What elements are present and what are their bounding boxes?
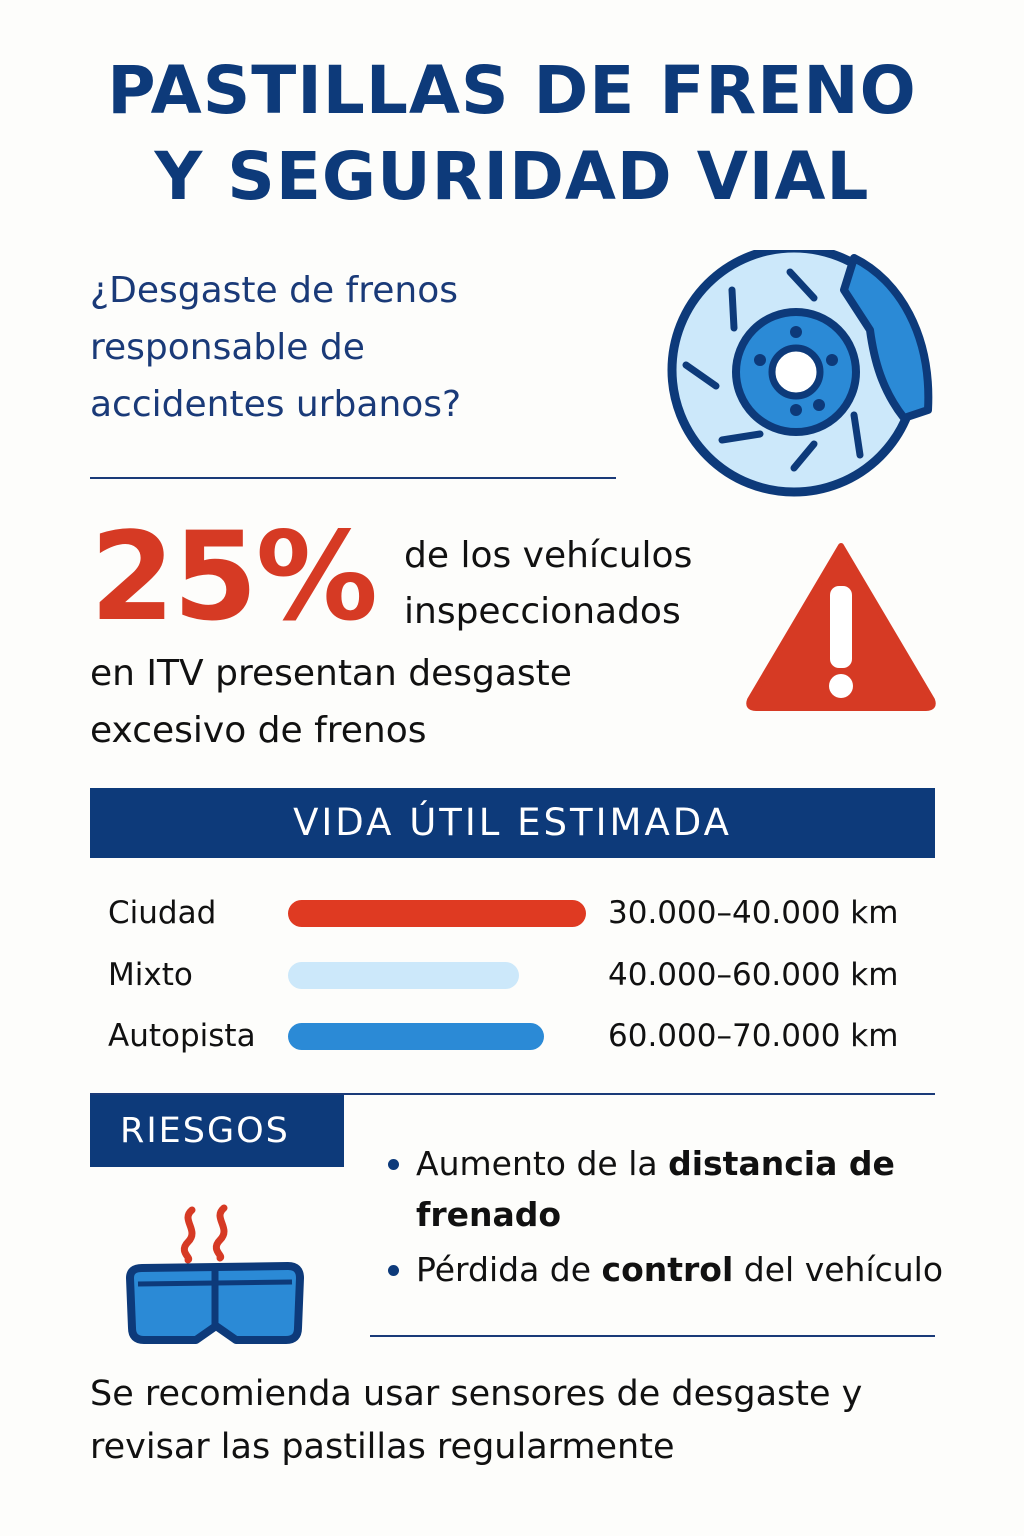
lifespan-row — [0, 950, 1024, 1000]
lifespan-range: 30.000–40.000 km — [608, 895, 899, 931]
page-title — [0, 48, 1024, 220]
lifespan-bar — [288, 1023, 544, 1050]
lifespan-label: Autopista — [108, 1018, 256, 1054]
title-line-2: Y SEGURIDAD VIAL — [154, 138, 870, 215]
bullet-icon — [388, 1265, 399, 1276]
lifespan-range: 60.000–70.000 km — [608, 1018, 899, 1054]
lifespan-bar — [288, 962, 519, 989]
divider — [90, 477, 616, 479]
risk-item: Pérdida de control del vehículo — [386, 1244, 986, 1295]
brake-disc-icon — [664, 250, 940, 502]
lifespan-range: 40.000–60.000 km — [608, 957, 899, 993]
footer-recommendation: Se recomienda usar sensores de desgaste y revisar las pastillas regularmente — [90, 1374, 863, 1467]
lifespan-row — [0, 1011, 1024, 1061]
lifespan-row — [0, 888, 1024, 938]
hot-brake-pad-icon — [120, 1200, 310, 1350]
stat-text-top: de los vehículos inspeccionados — [404, 535, 693, 632]
lifespan-heading: VIDA ÚTIL ESTIMADA — [90, 788, 935, 858]
title-line-1: PASTILLAS DE FRENO — [107, 52, 917, 129]
stat-text-bottom: en ITV presentan desgaste excesivo de frenos — [90, 653, 572, 751]
lifespan-bar — [288, 900, 586, 927]
risks-list — [386, 1138, 986, 1299]
risk-item: Aumento de la distancia de frenado — [386, 1138, 986, 1240]
lifespan-label: Mixto — [108, 957, 193, 993]
warning-triangle-icon — [744, 540, 938, 712]
divider — [370, 1335, 935, 1337]
risks-heading: RIESGOS — [90, 1095, 344, 1167]
intro-question: ¿Desgaste de frenos responsable de accidentes urbanos? — [90, 270, 462, 425]
bullet-icon — [388, 1159, 399, 1170]
lifespan-label: Ciudad — [108, 895, 217, 931]
stat-percentage: 25% — [90, 506, 377, 648]
